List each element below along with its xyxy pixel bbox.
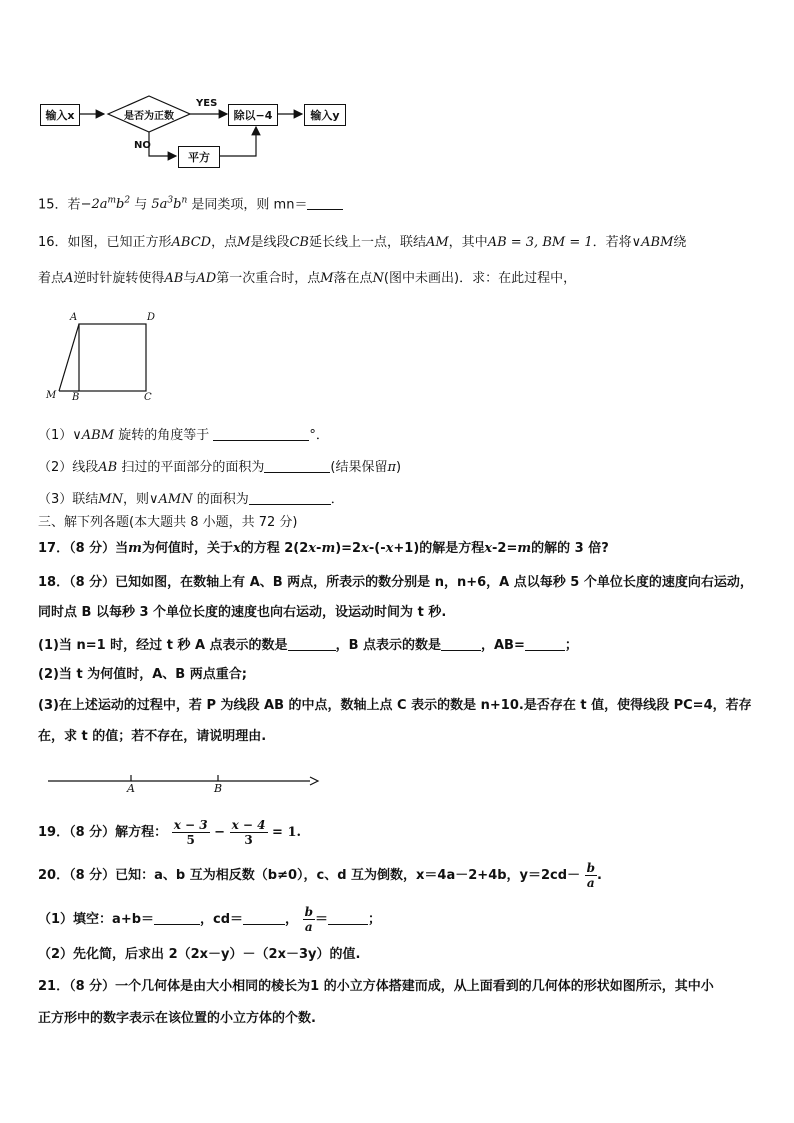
q15-text: 与 — [134, 197, 148, 213]
q20-sub1: （1）填空：a+b＝ ，cd＝ ， $\frac{b}{a}$ ＝ ； — [38, 905, 382, 934]
flow-square-box: 平方 — [178, 146, 220, 168]
q19-line: 19．（8 分）解方程： $\frac{x - 3}{5}$ − $\frac{x - 4}{3}$ = 1. — [38, 818, 302, 847]
q15-term1: $-2a^mb^2$ — [80, 196, 131, 213]
q18-line-2: 同时点 B 以每秒 3 个单位长度的速度也向右运动，设运动时间为 t 秒. — [38, 605, 447, 620]
q20-line: 20．（8 分）已知：a、b 互为相反数（b≠0），c、d 互为倒数，x＝4a－2+4b，y＝2cd－ $\frac{b}{a}$ . — [38, 861, 602, 890]
q18-sub3-line-2: 在，求 t 的值；若不存在，请说明理由. — [38, 729, 267, 744]
q21-line-1: 21．（8 分）一个几何体是由大小相同的棱长为1 的小立方体搭建而成，从上面看到的几何体的形状如图所示，其中小 — [38, 979, 714, 994]
q21-line-2: 正方形中的数字表示在该位置的小立方体的个数. — [38, 1011, 316, 1026]
q20-sub2: （2）先化简，后求出 2（2x－y）－（2x－3y）的值. — [38, 947, 361, 962]
fig-label-b: B — [72, 392, 80, 403]
fig-label-d: D — [147, 312, 156, 323]
q16-line-2: 着点A逆时针旋转使得AB与AD第一次重合时，点M落在点N(图中未画出)．求：在此过程中， — [38, 271, 577, 286]
fig-label-a: A — [70, 312, 78, 323]
q16-figure — [44, 312, 164, 408]
flow-no-label: NO — [134, 140, 151, 151]
q15-number: 15． — [38, 197, 68, 213]
axis-label-a: A — [127, 782, 135, 795]
q16-sub1-blank[interactable] — [213, 426, 309, 441]
fig-label-c: C — [144, 392, 152, 403]
q20-fraction: $\frac{b}{a}$ — [586, 861, 595, 890]
q16-sub2-blank[interactable] — [264, 458, 330, 473]
q15-term2: $5a^3b^n$ — [151, 196, 188, 213]
q15-text: 若 — [67, 197, 81, 213]
q17-line: 17．（8 分）当m为何值时，关于x的方程 2(2x-m)=2x-(-x+1)的解是方程x-2=m的解的 3 倍? — [38, 541, 609, 556]
fig-label-m: M — [46, 390, 57, 401]
number-line — [48, 770, 320, 800]
flow-divide-box: 除以−4 — [228, 104, 278, 126]
q20-blank-sum[interactable] — [154, 910, 200, 925]
q18-sub1-blank-b[interactable] — [441, 636, 481, 651]
flow-yes-label: YES — [196, 98, 218, 109]
q16-sub3-blank[interactable] — [249, 490, 331, 505]
q15-answer-blank[interactable] — [307, 195, 343, 210]
q18-line-1: 18．（8 分）已知如图，在数轴上有 A、B 两点，所表示的数分别是 n，n+6，A 点以每秒 5 个单位长度的速度向右运动， — [38, 575, 753, 590]
q18-sub1: (1)当 n=1 时，经过 t 秒 A 点表示的数是 ，B 点表示的数是 ，AB= ； — [38, 638, 578, 653]
q15-text: 是同类项，则 mn＝ — [191, 197, 308, 213]
section-3-heading: 三、解下列各题(本大题共 8 小题，共 72 分) — [38, 515, 298, 530]
q18-sub1-blank-a[interactable] — [288, 636, 336, 651]
q15-line — [38, 192, 343, 214]
flow-decision-label: 是否为正数 — [124, 111, 174, 122]
q20-blank-ratio[interactable] — [328, 910, 368, 925]
axis-label-b: B — [214, 782, 223, 795]
q18-sub2: (2)当 t 为何值时，A、B 两点重合; — [38, 667, 247, 682]
number-line-axis — [48, 770, 320, 790]
q19-fraction-1: $\frac{x - 3}{5}$ — [173, 818, 208, 847]
q16-line-1: 16．如图，已知正方形ABCD，点M是线段CB延长线上一点，联结AM，其中AB = 3, BM = 1．若将∨ABM绕 — [38, 235, 687, 250]
q18-sub1-blank-ab[interactable] — [525, 636, 565, 651]
q20-sub1-fraction: $\frac{b}{a}$ — [304, 905, 313, 934]
flowchart — [38, 92, 358, 172]
q18-sub3-line-1: (3)在上述运动的过程中，若 P 为线段 AB 的中点，数轴上点 C 表示的数是 n+10.是否存在 t 值，使得线段 PC=4，若存 — [38, 698, 752, 713]
q20-blank-cd[interactable] — [243, 910, 285, 925]
flow-input-box: 输入x — [40, 104, 80, 126]
q19-fraction-2: $\frac{x - 4}{3}$ — [231, 818, 266, 847]
flow-output-box: 输入y — [304, 104, 346, 126]
q16-sub2: （2）线段AB 扫过的平面部分的面积为 (结果保留π) — [38, 460, 402, 475]
q16-sub1: （1）∨ABM 旋转的角度等于 °． — [38, 428, 329, 443]
q16-sub3: （3）联结MN，则∨AMN 的面积为 ． — [38, 492, 344, 507]
